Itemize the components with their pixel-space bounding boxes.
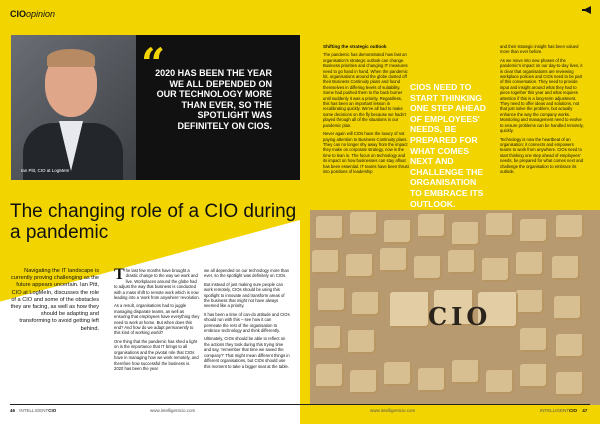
brand-name: INTELLIGENTCIO — [19, 408, 57, 413]
body-column-4 — [500, 44, 586, 177]
cio-blocks-text: CIO — [428, 302, 492, 331]
subheading: Shifting the strategic outlook — [323, 44, 387, 49]
footer-rule — [300, 404, 590, 405]
body-column-2 — [204, 268, 290, 372]
body-column-3 — [323, 44, 409, 177]
section-prefix: CIO — [10, 9, 27, 19]
drop-cap: T — [114, 266, 125, 283]
brand-name: INTELLIGENTCIO — [540, 408, 578, 413]
footer-url: www.intelligentcio.com — [150, 408, 196, 413]
body-paragraph: It has been a time of can-do attitude and CIOs should run with this – see how it can permeate the rest of the organisation to embrace technology and think differently. — [204, 311, 290, 334]
body-paragraph: One thing that the pandemic has shed a light on is the importance that IT brings to all organisations and the pivotal role that CIOs have in managing how we work remotely, and therefore how successful the business is. 2020 has been the year — [114, 338, 199, 371]
section-label: opinion — [26, 9, 56, 19]
megaphone-icon — [581, 6, 593, 14]
pullquote-right: CIOS NEED TO START THINKING ONE STEP AHEAD OF EMPLOYEES' NEEDS, BE PREPARED FOR WHAT COMES NEXT AND CHALLENGE THE ORGANISATION TO EMBRACE ITS OUTLOOK. — [410, 82, 486, 209]
body-paragraph: As we move into new phases of the pandemic's impact on our day-to-day lives, it is clear that organisations are reviewing workplace policies and CIOs need to be part of this conversation. They need to provide input and insight around what they had to piece together this year and what requires attention if this is a long-term adjustment. They need to offer ideas and solutions, not that just solve the problem, but actually enhance the way the company works. Monitoring and management need to evolve to ensure problems can be handled remotely, quickly. — [500, 57, 584, 134]
body-paragraph: But instead of just making sure people can work remotely, CIOs should be using this spotlight to innovate and transform areas of the business that might not have always seemed like a priority. — [204, 281, 285, 309]
body-paragraph: we all depended on our technology more than ever, so the spotlight was definitely on CIOs. — [204, 268, 289, 279]
body-paragraph: he last few months have brought a drastic change to the way we work and live. Workplaces around the globe had to adjust the way that business is conducted with a mass shift to remote work which is now leading into a 'work from anywhere' revolution. — [114, 268, 200, 301]
body-paragraph: The pandemic has demonstrated how fast an organisation's strategic outlook can change. Business priorities and changing IT measures need to go hand in hand. When the pandemic hit, organisations around the globe dusted off their Business Continuity plans and found themselves in differing levels of suitability. Some had pushed them to the back burner until suddenly it was a priority. Regardless, this has been an important lesson in recalibrating quickly. We've all had to make some decisions on the fly because we hadn't played through all of the situations in our pandemic plan. — [323, 52, 408, 128]
body-paragraph: Never again will CIOs have the luxury of not paying attention to Business Continuity plans. They can no longer shy away from the impact they make on corporate strategy, now is the time to lean in. The focus on technology and its impact on how businesses can stay afloat has been essential. IT teams have been thrust into positions of leadership — [323, 131, 409, 174]
footer-right — [540, 408, 590, 413]
body-paragraph: As a result, organisations had to juggle managing disparate teams, as well as ensuring that employees have everything they need to work at home. But when does this end? And how do we adapt permanently to this kind of working world? — [114, 303, 200, 336]
page-number: 46 — [10, 408, 16, 413]
pullquote-left: 2020 HAS BEEN THE YEAR WE ALL DEPENDED ON OUR TECHNOLOGY MORE THAN EVER, SO THE SPOTLIGHT WAS DEFINITELY ON CIOS. — [155, 68, 272, 131]
quote-open-icon: “ — [141, 39, 166, 88]
body-paragraph: and their strategic insight has been valued more than ever before. — [500, 44, 579, 55]
photo-panel — [11, 35, 300, 180]
body-paragraph: Technology is now the heartbeat of an organisation; it connects and empowers teams to work from anywhere. CIOs need to start thinking one step ahead of employees' needs, be prepared for what comes next and challenge the organisation to embrace its outlook. — [500, 136, 584, 174]
quote-open-icon: “ — [404, 42, 429, 91]
right-page — [300, 0, 600, 424]
footer-rule — [10, 404, 300, 405]
headline: The changing role of a CIO during a pandemic — [10, 200, 297, 243]
photo-caption: Ian Pitt, CIO at LogMeIn — [21, 168, 70, 173]
body-paragraph: Ultimately, CIOs should be able to reflect on the actions they took during this trying time and say, 'remember that time we saved the company?' That might mean different things in different organisations, but CIOs should use this moment to take a bigger seat at the table. — [204, 336, 290, 369]
footer-left — [10, 408, 56, 413]
page-number: 47 — [582, 408, 588, 413]
standfirst: Navigating the IT landscape is currently proving challenging as the future appears uncertain. Ian Pitt, CIO at LogMeIn, discusses the role of a CIO and some of the obstacles they are facing, as well as how they should be adapting and transforming to avoid getting left behind. — [10, 268, 99, 332]
section-tag — [10, 9, 55, 19]
footer-url: www.intelligentcio.com — [370, 408, 416, 413]
body-column-1 — [114, 268, 200, 374]
portrait-photo — [11, 35, 136, 180]
